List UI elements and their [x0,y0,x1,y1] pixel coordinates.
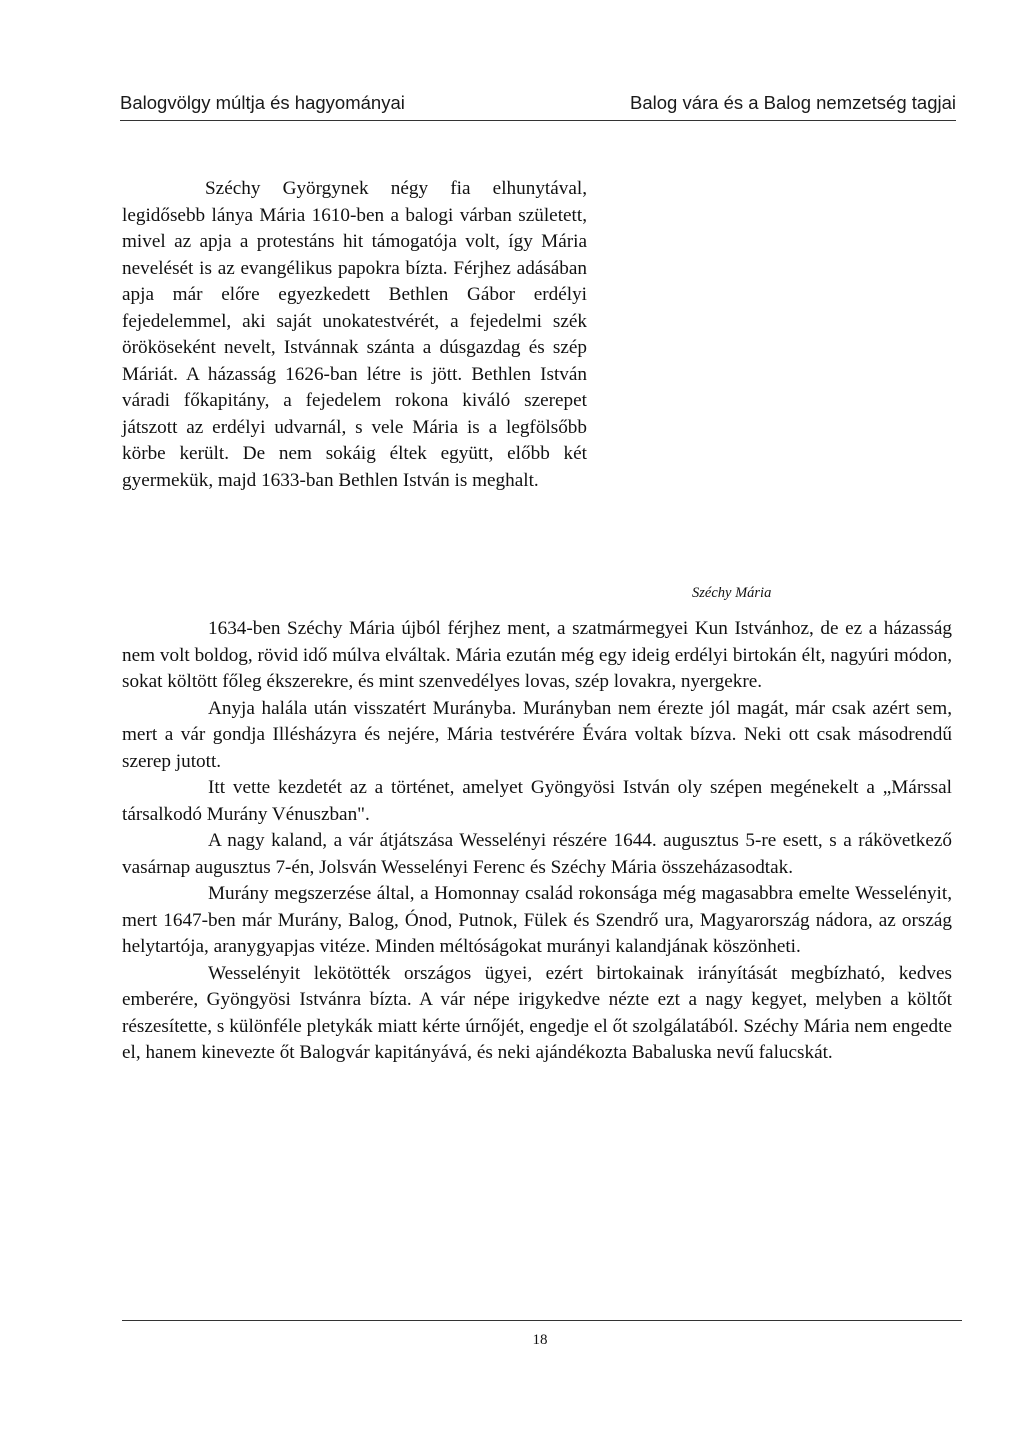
paragraph-return-murany: Anyja halála után visszatért Murányba. Murányban nem érezte jól magát, már csak azért sem, mert a vár gondja Illésházyra és nejére, Mária testvérére Évára voltak bízva. Neki ott csak másodrendű szerep jutott. [122,697,952,772]
paragraph-gyongyosi: Wesselényit lekötötték országos ügyei, ezért birtokainak irányítását megbízható, kedves emberére, Gyöngyösi Istvánra bízta. A vár népe irigykedve nézte ezt a nagy kegyet, melyben a költőt részesítette, s különféle pletykák miatt kérte úrnőjét, engedje el őt szolgálatából. Széchy Mária nem engedte el, hanem kinevezte őt Balogvár kapitányává, és neki ajándékozta Babaluska nevű falucskát. [122,962,952,1063]
paragraph-remarriage: 1634-ben Széchy Mária újból férjhez ment, a szatmármegyei Kun Istvánhoz, de ez a házasság nem volt boldog, rövid idő múlva elváltak. Mária ezután még egy ideig erdélyi birtokán élt, nagyúri módon, sokat költött főleg ékszerekre, és mint szenvedélyes lovas, szép lovakra, nyergekre. [122,618,952,692]
paragraph-intro: Széchy Györgynek négy fia elhunytával, legidősebb lánya Mária 1610-ben a balogi várban született, mivel az apja a protestáns hit támogatója volt, így Mária nevelését is az evangélikus papokra bízta. Férjhez adásában apja már előre egyezkedett Bethlen Gábor erdélyi fejedelemmel, aki saját unokatestvérét, a fejedelmi szék örököseként nevelt, Istvánnak szánta a dúsgazdag és szép Máriát. A házasság 1626-ban létre is jött. Bethlen István váradi főkapitány, a fejedelem rokona kiváló szerepet játszott az erdélyi udvarnál, s vele Mária is a legfölsőbb körbe került. De nem sokáig éltek együtt, előbb két gyermekük, majd 1633-ban Bethlen István is meghalt. [122,178,587,491]
image-caption: Széchy Mária [692,585,772,601]
paragraph-wesselenyi-rise: Murány megszerzése által, a Homonnay család rokonsága még magasabbra emelte Wesselényit, mert 1647-ben már Murány, Balog, Ónod, Putnok, Fülek és Szendrő ura, Magyarország nádora, az ország helytartója, aranygyapjas vitéze. Minden méltóságokat murányi kalandjának köszönheti. [122,883,952,957]
header-book-title: Balogvölgy múltja és hagyományai [120,92,405,113]
header-divider [120,120,956,121]
running-header [120,92,956,120]
paragraph-castle-handover: A nagy kaland, a vár átjátszása Wesselényi részére 1644. augusztus 5-re esett, s a rákövetkező vasárnap augusztus 7-én, Jolsván Wesselényi Ferenc és Széchy Mária összeházasodtak. [122,830,952,878]
intro-column [122,176,587,494]
header-chapter-title: Balog vára és a Balog nemzetség tagjai [629,92,956,113]
article-body [122,176,952,1067]
portrait-image-area [602,176,952,616]
page-number: 18 [532,1332,548,1348]
footer-divider [122,1320,962,1321]
paragraph-story-begins: Itt vette kezdetét az a történet, amelyet Gyöngyösi István oly szépen megénekelt a „Márssal társalkodó Murány Vénuszban". [122,777,952,825]
